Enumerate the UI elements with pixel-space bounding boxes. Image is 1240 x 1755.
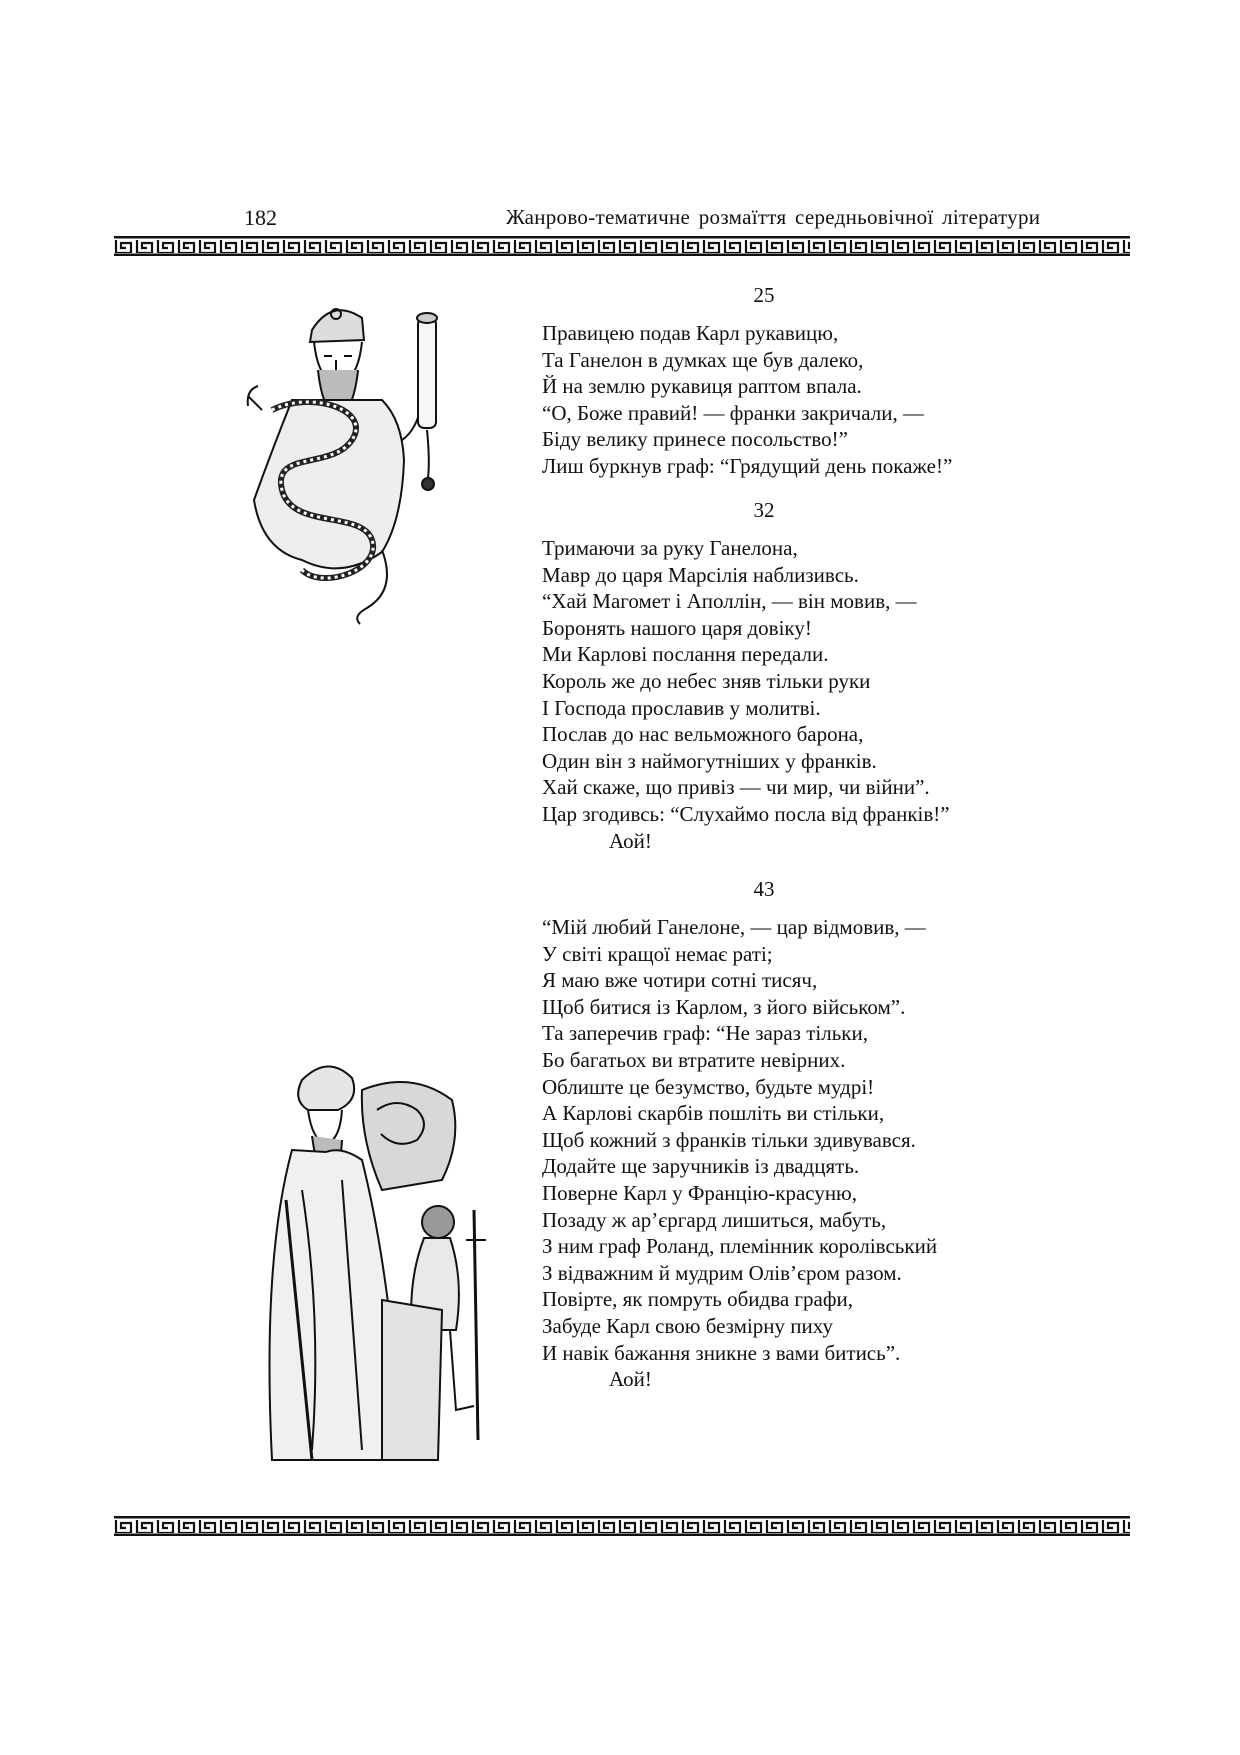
knight-with-scroll-and-serpent-illustration: [232, 290, 462, 630]
stanza-32: [542, 535, 950, 854]
verse-line: Мавр до царя Марсілія наблизивсь.: [542, 562, 859, 587]
running-title: Жанрово-тематичне розмаїття середньовічної літератури: [506, 205, 1041, 229]
verse-line: И навік бажання зникне з вами битись”.: [542, 1340, 901, 1365]
sultan-and-youth-illustration: [242, 1060, 522, 1470]
stanza-43: [542, 914, 937, 1393]
verse-line: Послав до нас вельможного барона,: [542, 722, 864, 747]
verse-line: Повірте, як помруть обидва графи,: [542, 1287, 853, 1312]
verse-line: Та Ганелон в думках ще був далеко,: [542, 347, 864, 372]
verse-line: Облиште це безумство, будьте мудрі!: [542, 1074, 875, 1099]
stanza-number: 32: [753, 498, 775, 522]
refrain: Аой!: [609, 1367, 652, 1392]
verse-line: Біду велику принесе посольство!”: [542, 427, 848, 452]
verse-line: Позаду ж ар’єргард лишиться, мабуть,: [542, 1207, 887, 1232]
verse-line: І Господа прославив у молитві.: [542, 695, 821, 720]
verse-line: Додайте ще заручників із двадцять.: [542, 1154, 860, 1179]
verse-line: Та заперечив граф: “Не зараз тільки,: [542, 1021, 868, 1046]
verse-line: Боронять нашого царя довіку!: [542, 615, 812, 640]
verse-line: У світі кращої немає раті;: [542, 941, 773, 966]
verse-line: З відважним й мудрим Олів’єром разом.: [542, 1260, 902, 1285]
verse-line: Король же до небес зняв тільки руки: [542, 668, 871, 693]
verse-line: А Карлові скарбів пошліть ви стільки,: [542, 1101, 885, 1126]
meander-border-top: [114, 236, 1130, 256]
verse-line: Цар згодивсь: “Слухаймо посла від франків!”: [542, 801, 950, 826]
verse-line: Й на землю рукавиця раптом впала.: [542, 374, 862, 399]
verse-line: “О, Боже правий! — франки закричали, —: [542, 400, 924, 425]
verse-line: “Мій любий Ганелоне, — цар відмовив, —: [542, 915, 926, 939]
verse-line: “Хай Магомет і Аполлін, — він мовив, —: [542, 589, 917, 614]
stanza-number: 25: [753, 283, 775, 307]
verse-line: Щоб кожний з франків тільки здивувався.: [542, 1127, 916, 1152]
verse-line: Щоб битися із Карлом, з його військом”.: [542, 994, 906, 1019]
verse-line: Лиш буркнув граф: “Грядущий день покаже!”: [542, 453, 953, 478]
meander-border-bottom: [114, 1516, 1130, 1536]
verse-line: Один він з наймогутніших у франків.: [542, 748, 877, 773]
verse-line: Забуде Карл свою безмірну пиху: [542, 1313, 833, 1338]
verse-line: Поверне Карл у Францію-красуню,: [542, 1180, 857, 1205]
verse-line: Правицею подав Карл рукавицю,: [542, 321, 839, 345]
refrain: Аой!: [609, 828, 652, 853]
verse-line: Тримаючи за руку Ганелона,: [542, 536, 798, 560]
verse-line: Хай скаже, що привіз — чи мир, чи війни”.: [542, 775, 930, 800]
page-number: 182: [244, 205, 277, 230]
verse-line: Бо багатьох ви втратите невірних.: [542, 1047, 846, 1072]
verse-line: Я маю вже чотири сотні тисяч,: [542, 968, 818, 993]
verse-line: З ним граф Роланд, племінник королівський: [542, 1234, 938, 1259]
stanza-number: 43: [753, 877, 775, 901]
verse-line: Ми Карлові послання передали.: [542, 642, 829, 667]
stanza-25: [542, 320, 952, 480]
